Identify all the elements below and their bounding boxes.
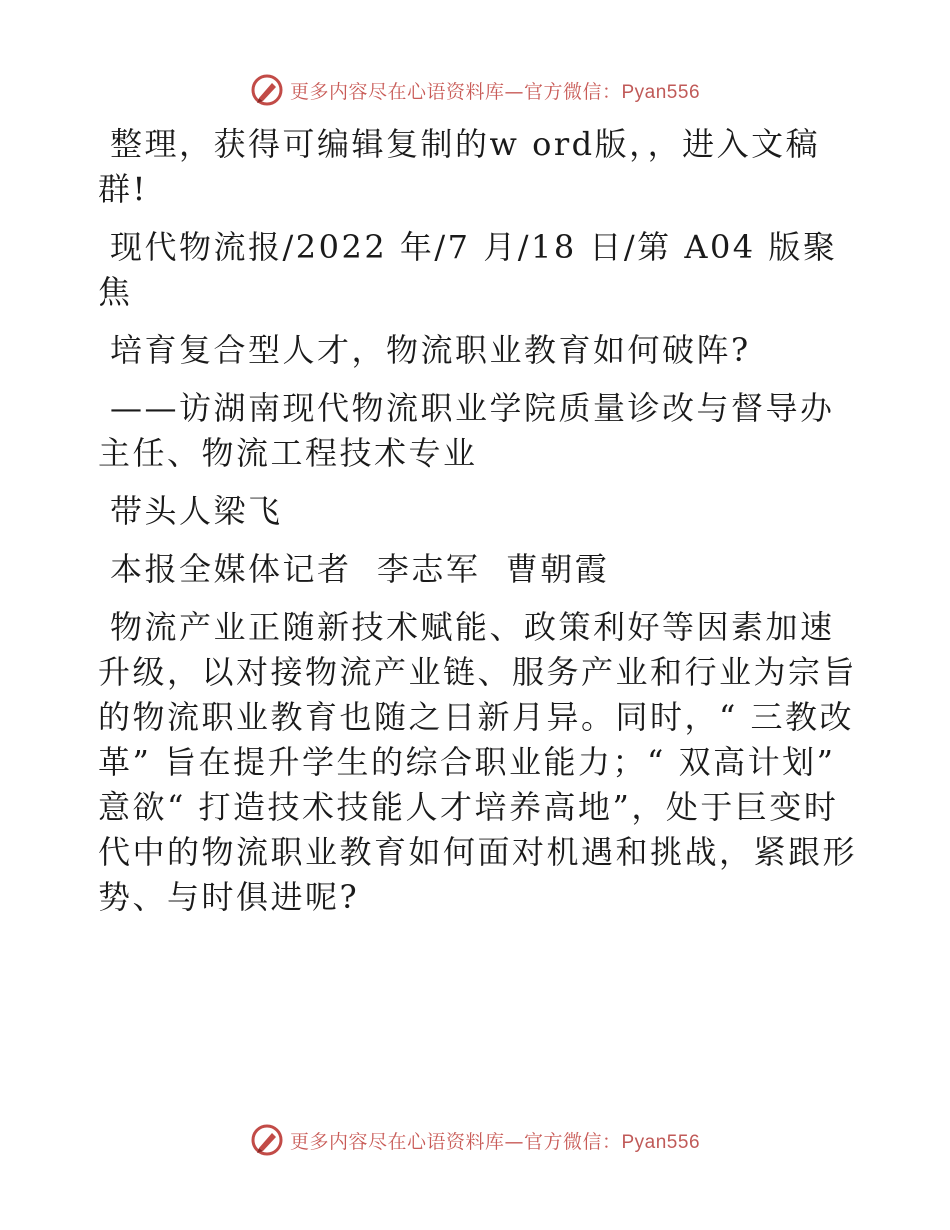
watermark-text: 更多内容尽在心语资料库—官方微信：Pyan556 [289,80,701,103]
body-paragraph: 物流产业正随新技术赋能、政策利好等因素加速升级，以对接物流产业链、服务产业和行业为宗旨的物流职业教育也随之日新月异。同时，“ 三教改革” 旨在提升学生的综合职业能力；“ 双高计划” 意欲“ 打造技术技能人才培养高地”，处于巨变时代中的物流职业教育如何面对机遇和挑战，紧跟形势、与时俱进呢? [98,608,858,916]
source-line: 现代物流报/2022 年/7 月/18 日/第 A04 版聚焦 [98,228,838,311]
article-body [98,122,858,933]
article-title: 培育复合型人才，物流职业教育如何破阵? [110,331,751,369]
article-subtitle-cont: 带头人梁飞 [110,492,283,530]
footer-watermark [0,1120,950,1160]
article-subtitle: ——访湖南现代物流职业学院质量诊改与督导办主任、物流工程技术专业 [98,389,835,472]
pen-logo-icon [250,73,284,107]
byline: 本报全媒体记者 李志军 曹朝霞 [110,550,610,588]
intro-note: 整理，获得可编辑复制的w ord版，，进入文稿群! [98,125,821,208]
header-watermark [0,70,950,110]
pen-logo-icon [250,1123,284,1157]
watermark-text: 更多内容尽在心语资料库—官方微信：Pyan556 [289,1130,701,1153]
